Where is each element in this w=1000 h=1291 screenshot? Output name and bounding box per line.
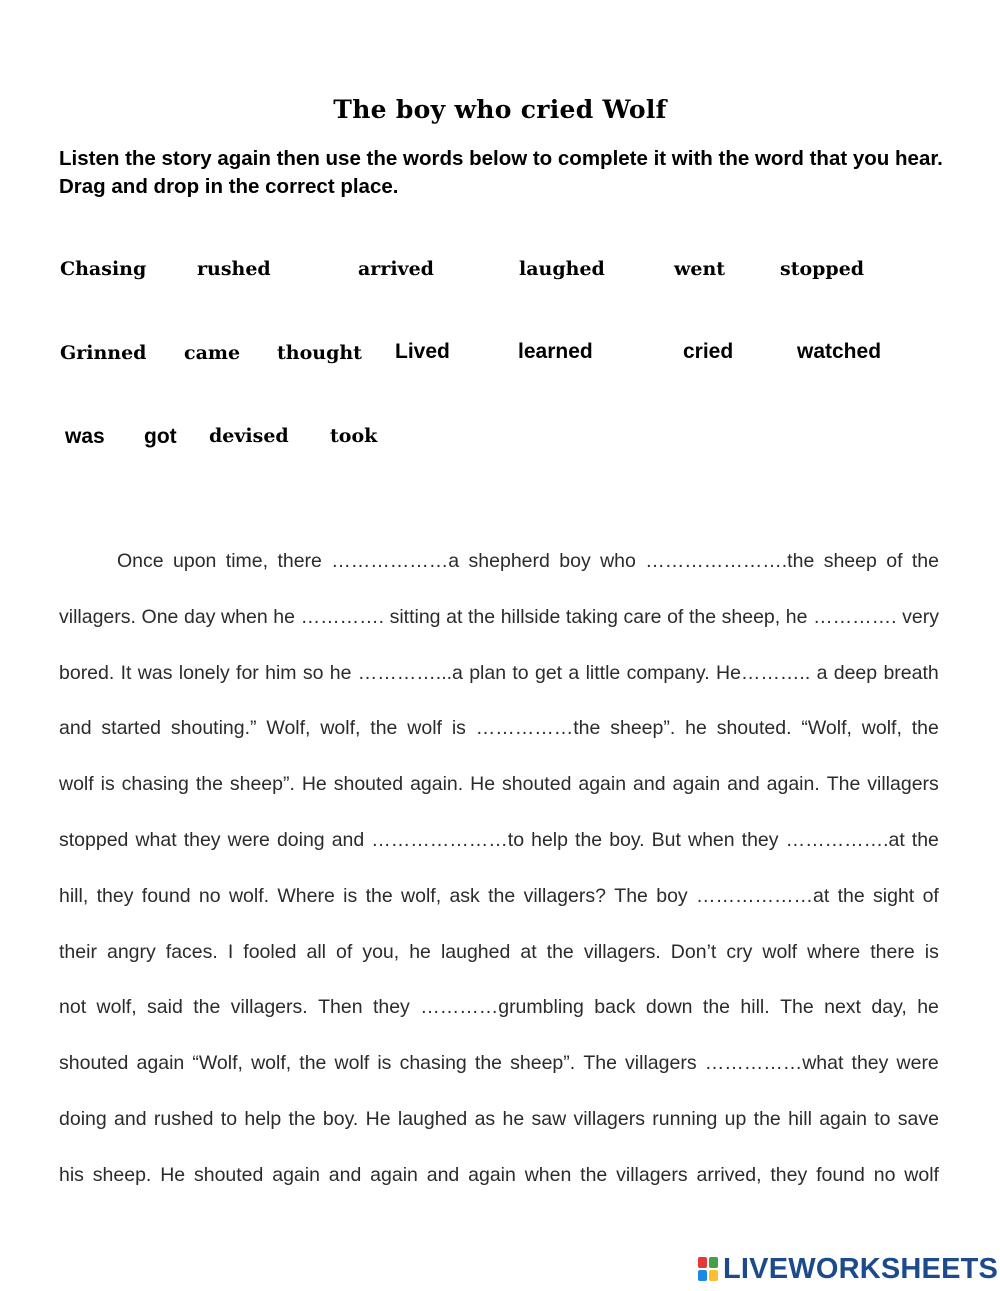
story-word: and <box>727 773 760 796</box>
story-word: there <box>277 550 322 572</box>
story-word: villagers <box>625 1052 697 1075</box>
story-word: the <box>546 940 574 963</box>
story-word: day <box>184 605 216 628</box>
story-word: when <box>221 605 268 628</box>
story-word: hillside <box>500 605 561 628</box>
word-thought[interactable]: thought <box>277 342 362 364</box>
word-arrived[interactable]: arrived <box>358 258 434 280</box>
story-word: the <box>911 717 939 740</box>
story-word: of <box>667 605 684 628</box>
story-word: a <box>568 661 580 684</box>
story-word: He <box>470 773 496 796</box>
story-word: next <box>824 996 861 1019</box>
word-grinned[interactable]: Grinned <box>60 342 147 364</box>
story-word: he <box>917 996 939 1019</box>
story-word: “Wolf, <box>192 1052 243 1075</box>
story-word: shouted <box>59 1052 129 1075</box>
story-word: saw <box>531 1107 567 1130</box>
story-word: Don’t <box>670 940 717 963</box>
story-word: little <box>585 661 621 684</box>
story-word: wolf, <box>401 884 442 907</box>
logo-block <box>709 1270 718 1281</box>
story-word: villagers? <box>523 884 606 907</box>
story-word: you, <box>362 940 400 963</box>
story-word: again <box>672 773 721 796</box>
story-line <box>59 819 939 875</box>
story-word: shouted. <box>716 717 792 740</box>
story-line <box>59 540 939 596</box>
story-word: hill, <box>59 884 89 907</box>
story-word: doing <box>276 828 325 851</box>
liveworksheets-logo-icon <box>698 1256 720 1282</box>
story-word: again <box>468 1163 516 1186</box>
story-word: he <box>409 940 431 963</box>
story-word: upon <box>173 550 217 572</box>
story-word: there <box>870 940 915 963</box>
answer-blank[interactable]: …………. <box>300 605 384 628</box>
story-word: wolf <box>334 1052 370 1075</box>
story-word: day, <box>871 996 907 1019</box>
story-word: The <box>614 884 648 907</box>
story-word: his <box>59 1163 84 1186</box>
story-word: sheep, <box>721 605 781 628</box>
story-word: the <box>299 1052 327 1075</box>
story-word: He <box>365 1107 391 1130</box>
story-word: hill. <box>740 996 770 1019</box>
story-word: of <box>336 940 353 963</box>
story-word: what <box>135 828 177 851</box>
story-word: wolf <box>904 1163 939 1186</box>
answer-blank[interactable]: ………………at <box>696 884 830 907</box>
story-word: wolf. <box>228 884 270 907</box>
story-word: help <box>244 1107 282 1130</box>
word-rushed[interactable]: rushed <box>197 258 271 280</box>
story-word: One <box>141 605 179 628</box>
story-word: and <box>59 717 92 740</box>
word-went[interactable]: went <box>674 258 726 280</box>
story-word: I <box>227 940 234 963</box>
word-cried[interactable]: cried <box>683 340 734 363</box>
story-line <box>59 1154 939 1210</box>
story-word: a <box>816 661 828 684</box>
story-word: wolf <box>407 717 442 740</box>
story-word: he <box>785 605 808 628</box>
story-word: help <box>531 828 568 851</box>
story-word: shouted <box>333 773 404 796</box>
story-word: doing <box>59 1107 107 1130</box>
word-laughed[interactable]: laughed <box>519 258 605 280</box>
answer-blank[interactable]: ……………what <box>704 1052 844 1075</box>
story-word: again <box>578 773 627 796</box>
story-word: no <box>873 1163 896 1186</box>
story-word: is <box>924 940 939 963</box>
story-word: It <box>120 661 132 684</box>
story-word: sheep <box>823 550 877 572</box>
story-word: wolf, <box>320 717 361 740</box>
story-word: the <box>195 773 223 796</box>
story-word: the <box>911 828 939 851</box>
story-word: is <box>100 773 115 796</box>
story-word: sheep. <box>92 1163 152 1186</box>
story-word: and <box>328 1163 362 1186</box>
story-word: found <box>816 1163 865 1186</box>
story-word: he <box>685 717 707 740</box>
story-word: stopped <box>59 828 129 851</box>
story-word: again. <box>410 773 464 796</box>
story-word: bored. <box>59 661 115 684</box>
story-word: their <box>59 940 97 963</box>
story-line <box>59 875 939 931</box>
story-word: chasing <box>121 773 189 796</box>
story-word: villagers. <box>59 605 136 628</box>
story-word: and <box>633 773 666 796</box>
story-word: of <box>886 550 903 572</box>
story-word: he <box>502 1107 525 1130</box>
story-line <box>59 986 939 1042</box>
story-word: boy. <box>322 1107 359 1130</box>
story-word: taking <box>565 605 618 628</box>
story-word: for <box>236 661 259 684</box>
story-word: to <box>874 1107 891 1130</box>
story-word: and <box>331 828 365 851</box>
story-word: The <box>826 773 861 796</box>
story-word: and <box>114 1107 147 1130</box>
story-word: the <box>474 1052 503 1075</box>
story-word: time, <box>225 550 269 572</box>
liveworksheets-logo <box>698 1253 998 1285</box>
story-word: plan <box>469 661 507 684</box>
story-word: company. <box>626 661 710 684</box>
story-word: lonely <box>178 661 230 684</box>
story-word: chasing <box>399 1052 467 1075</box>
story-word: the <box>370 717 398 740</box>
story-word: villagers <box>616 1163 688 1186</box>
story-word: shouting.” <box>170 717 257 740</box>
story-word: all <box>306 940 326 963</box>
story-word: was <box>137 661 173 684</box>
story-word: as <box>474 1107 496 1130</box>
story-word: save <box>897 1107 939 1130</box>
worksheet-title: The boy who cried Wolf <box>333 95 667 124</box>
story-word: sheep”. <box>229 773 295 796</box>
story-word: shouted <box>193 1163 264 1186</box>
story-word: get <box>534 661 563 684</box>
story-word: the <box>688 605 717 628</box>
story-word: boy. <box>609 828 645 851</box>
story-word: to <box>220 1107 238 1130</box>
story-word: of <box>922 884 939 907</box>
story-word: He <box>301 773 327 796</box>
story-word: is <box>451 717 466 740</box>
story-word: the <box>365 884 393 907</box>
story-word: wolf <box>59 773 94 796</box>
answer-blank[interactable]: ………………….the <box>645 550 815 572</box>
answer-blank[interactable]: He……….. <box>715 661 811 684</box>
story-word: again <box>370 1163 418 1186</box>
story-line <box>59 652 939 708</box>
story-word: Where <box>277 884 335 907</box>
story-word: again <box>136 1052 185 1075</box>
story-line <box>59 707 939 763</box>
story-word: wolf, <box>251 1052 292 1075</box>
story-word: villagers. <box>583 940 661 963</box>
story-word: wolf, <box>96 996 137 1019</box>
story-word: Wolf, <box>266 717 311 740</box>
story-word: were <box>896 1052 939 1075</box>
story-word: Then <box>318 996 363 1019</box>
story-word: sheep”. <box>510 1052 576 1075</box>
story-word: The <box>583 1052 617 1075</box>
answer-blank[interactable]: ………………a <box>331 550 460 572</box>
story-word: who <box>600 550 636 572</box>
word-devised[interactable]: devised <box>209 425 289 447</box>
story-word: running <box>652 1107 718 1130</box>
story-word: sight <box>873 884 915 907</box>
story-word: deep <box>833 661 878 684</box>
story-word: they <box>183 828 221 851</box>
story-word: ask <box>449 884 480 907</box>
story-word: laughed <box>397 1107 468 1130</box>
story-word: is <box>343 884 358 907</box>
story-word: the <box>837 884 865 907</box>
story-line <box>59 596 939 652</box>
answer-blank[interactable]: …………. <box>813 605 897 628</box>
instructions: Listen the story again then use the words below to complete it with the word that you hear. Drag and drop in the correct place. <box>59 147 943 198</box>
story-word: cry <box>726 940 753 963</box>
word-chasing[interactable]: Chasing <box>60 258 147 280</box>
word-was[interactable]: was <box>65 425 105 448</box>
story-word: the <box>580 1163 608 1186</box>
story-word: fooled <box>243 940 297 963</box>
story-word: arrived, <box>696 1163 762 1186</box>
story-word: sheep”. <box>610 717 676 740</box>
story-word: started <box>101 717 162 740</box>
story-word: “Wolf, <box>801 717 852 740</box>
story-word: care <box>623 605 662 628</box>
liveworksheets-brand: LIVEWORKSHEETS <box>723 1252 999 1285</box>
logo-block <box>698 1270 707 1281</box>
story-word: they <box>770 1163 808 1186</box>
story-word: at <box>520 940 537 963</box>
story-word: not <box>59 996 87 1019</box>
story-word: they <box>851 1052 889 1075</box>
answer-blank[interactable]: …………….at <box>785 828 905 851</box>
story-line <box>59 931 939 987</box>
story-word: wolf <box>762 940 798 963</box>
story-word: wolf, <box>861 717 902 740</box>
story-word: they <box>96 884 134 907</box>
story-word: the <box>911 550 939 572</box>
story-line <box>59 763 939 819</box>
story-word: where <box>807 940 861 963</box>
story-word: he <box>273 605 295 628</box>
story-word: they <box>372 996 410 1019</box>
story-line <box>59 1042 939 1098</box>
story-text <box>59 540 939 1210</box>
story-word: he <box>329 661 352 684</box>
word-came[interactable]: came <box>184 342 241 364</box>
story-word: back <box>594 996 636 1019</box>
story-word: sitting <box>389 605 441 628</box>
story-word: they <box>741 828 779 851</box>
story-word: when <box>687 828 735 851</box>
story-word: But <box>651 828 681 851</box>
story-word: Once <box>117 550 164 572</box>
story-word: hill <box>788 1107 812 1130</box>
story-word: when <box>524 1163 572 1186</box>
story-word: The <box>780 996 814 1019</box>
logo-block <box>709 1257 718 1268</box>
story-word: laughed <box>440 940 511 963</box>
story-word: villagers <box>867 773 939 796</box>
story-word: the <box>753 1107 781 1130</box>
word-stopped[interactable]: stopped <box>780 258 865 280</box>
story-word: He <box>160 1163 186 1186</box>
story-word: to <box>512 661 529 684</box>
story-word: again <box>272 1163 320 1186</box>
story-word: again <box>819 1107 867 1130</box>
story-word: the <box>288 1107 316 1130</box>
word-took[interactable]: took <box>330 425 378 447</box>
story-word: breath <box>883 661 939 684</box>
story-word: down <box>645 996 693 1019</box>
story-word: and <box>426 1163 460 1186</box>
word-got[interactable]: got <box>144 425 177 448</box>
word-watched[interactable]: watched <box>797 340 882 363</box>
word-learned[interactable]: learned <box>518 340 593 363</box>
story-word: the <box>193 996 221 1019</box>
story-word: shouted <box>502 773 572 796</box>
story-word: so <box>302 661 324 684</box>
answer-blank[interactable]: …………………to <box>371 828 525 851</box>
story-word: angry <box>106 940 156 963</box>
story-word: boy <box>656 884 688 907</box>
story-word: shepherd <box>468 550 550 572</box>
answer-blank[interactable]: ……………the <box>475 717 601 740</box>
story-word: said <box>147 996 183 1019</box>
story-word: rushed <box>153 1107 214 1130</box>
story-word: the <box>467 605 496 628</box>
story-word: villagers. <box>230 996 308 1019</box>
story-word: again. <box>766 773 820 796</box>
story-line <box>59 1098 939 1154</box>
story-word: up <box>724 1107 747 1130</box>
story-word: found <box>141 884 191 907</box>
word-lived[interactable]: Lived <box>395 340 450 363</box>
logo-block <box>698 1257 707 1268</box>
story-word: the <box>575 828 603 851</box>
story-word: at <box>446 605 463 628</box>
story-word: very <box>902 605 939 628</box>
story-word: the <box>488 884 516 907</box>
story-word: is <box>377 1052 392 1075</box>
story-word: boy <box>559 550 591 572</box>
answer-blank[interactable]: …………grumbling <box>420 996 584 1019</box>
story-word: him <box>265 661 297 684</box>
answer-blank[interactable]: …………...a <box>357 661 463 684</box>
story-word: no <box>198 884 221 907</box>
story-word: villagers <box>573 1107 645 1130</box>
story-word: the <box>702 996 731 1019</box>
story-word: faces. <box>165 940 218 963</box>
story-word: were <box>227 828 270 851</box>
